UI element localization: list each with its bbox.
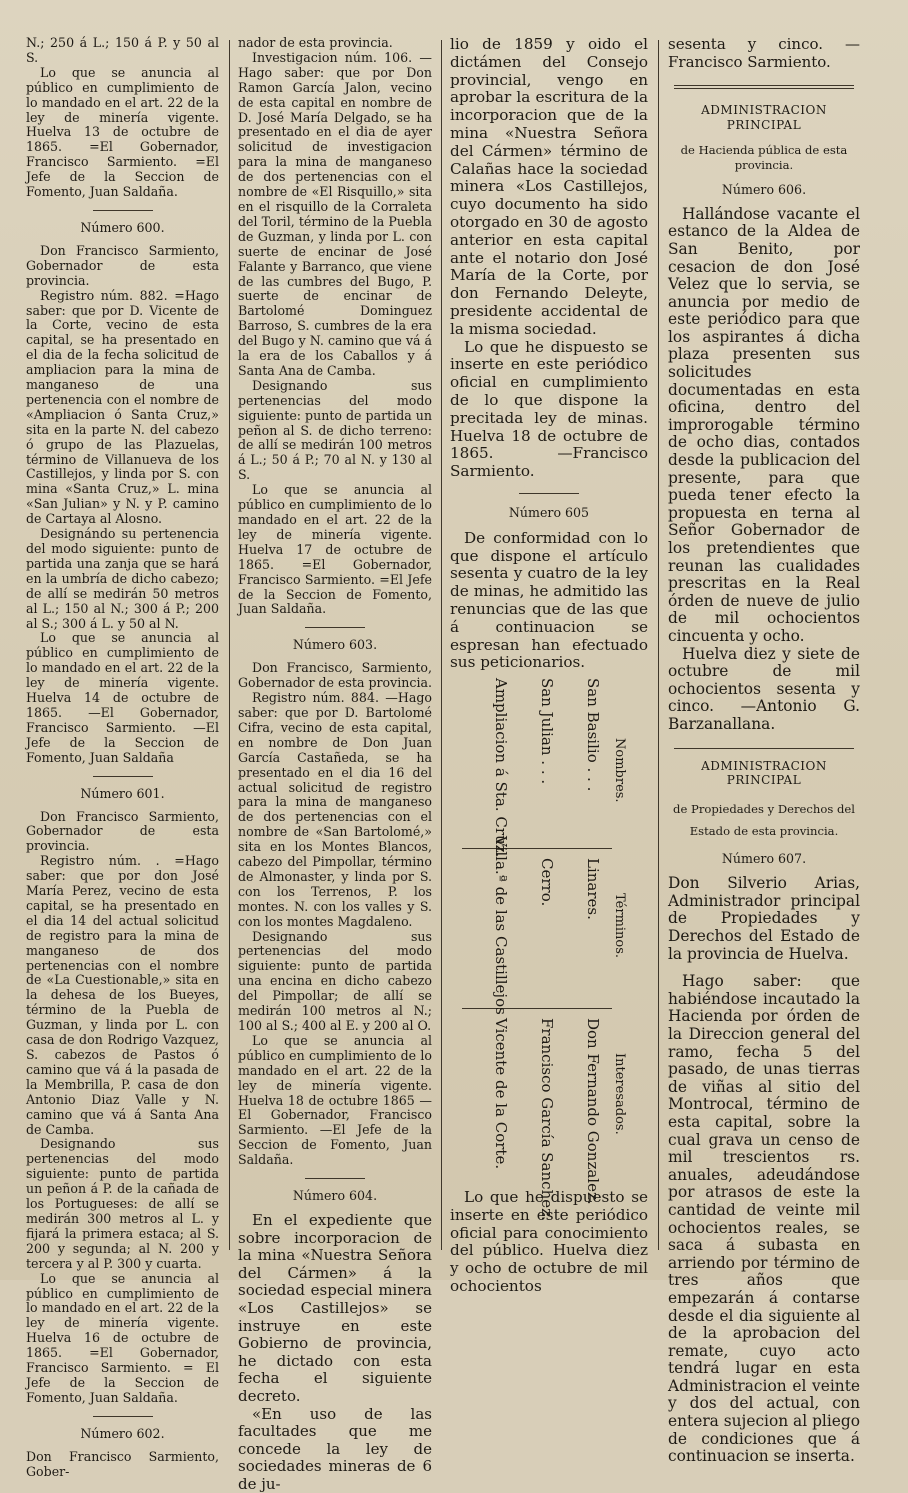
section-subheading: de Hacienda pública de esta provincia. — [668, 143, 860, 173]
notice-number: Número 606. — [668, 183, 860, 198]
column-1 — [26, 36, 219, 1246]
notice-number: Número 605 — [450, 504, 648, 522]
table-cell-termino: Villa.ª de las Castillejos — [490, 836, 512, 1015]
paragraph: Hallándose vacante el estanco de la Aldea de San Benito, por cesacion de don José Velez que lo servia, se anuncia por medio de este periódico para que los aspirantes á dicha plaza presenten sus solicitudes documentadas en esta oficina, dentro del improrogable término de ocho dias, contados desde la publicacion del presente, para que pueda tener efecto la propuesta en terna al Señor Gobernador de los pretendientes que reunan las cualidades prescritas en la Real órden de nueve de julio de mil ochocientos cincuenta y ocho. — [668, 206, 860, 646]
paragraph: Lo que se anuncia al público en cumplimiento de lo mandado en el art. 22 de la ley de minería vigente. Huelva 13 de octubre de 1865. =El Gobernador, Francisco Sarmiento. =El Jefe de la Seccion de Fomento, Juan Saldaña. — [26, 66, 219, 200]
paragraph: Registro núm. . =Hago saber: que por don José María Perez, vecino de esta capital, se ha presentado en el dia 14 del actual solicitud de registro para la mina de manganeso de dos pertenencias con el nombre de «La Cuestionable,» sita en la dehesa de los Bueyes, término de la Puebla de Guzman, y linda por L. con casa de don Rodrigo Vazquez, S. cabezos de Pastos ó camino que vá á la pasada de la Membrilla, P. casa de don Antonio Diaz Valle y N. camino que vá á Santa Ana de Camba. — [26, 854, 219, 1137]
notice-number: Número 603. — [238, 638, 432, 653]
separator — [93, 776, 153, 777]
separator — [674, 85, 854, 89]
section-subheading: de Propiedades y Derechos del Estado de esta provincia. — [668, 798, 860, 842]
paragraph: Lo que he dispuesto se inserte en este periódico oficial en cumplimiento de lo que dispone la precitada ley de minas. Huelva 18 de octubre de 1865. —Francisco Sarmiento. — [450, 339, 648, 481]
notice-number: Número 602. — [26, 1427, 219, 1442]
notice-number: Número 601. — [26, 787, 219, 802]
table-cell-interesado: Francisco García Sanchez. — [536, 1018, 558, 1221]
column-3 — [450, 36, 648, 1246]
table-header-interesados: Interesados. — [608, 1053, 630, 1135]
table-cell-interesado: Don Fernando Gonzalez. — [582, 1018, 604, 1205]
table-divider — [462, 848, 612, 849]
paragraph: Don Francisco Sarmiento, Gobernador de esta provincia. — [26, 810, 219, 855]
paragraph: Don Francisco Sarmiento, Gober- — [26, 1450, 219, 1480]
separator — [93, 210, 153, 211]
separator — [305, 1178, 365, 1179]
paragraph: lio de 1859 y oido el dictámen del Consejo provincial, vengo en aprobar la escritura de la incorporacion que de la mina «Nuestra Señora del Cármen» término de Calañas hace la sociedad minera «Los Castillejos, cuyo documento ha sido otorgado en 30 de agosto anterior en esta capital ante el notario don José María de la Corte, por don Fernando Deleyte, presidente accidental de la misma sociedad. — [450, 36, 648, 339]
table-cell-interesado: Vicente de la Corte. — [490, 1018, 512, 1169]
paragraph: «En uso de las facultades que me concede la ley de sociedades mineras de 6 de ju- — [238, 1406, 432, 1493]
separator — [519, 493, 579, 494]
table-header-nombres: Nombres. — [608, 738, 630, 803]
notice-number: Número 607. — [668, 852, 860, 867]
paragraph: Designando sus pertenencias del modo siguiente: punto de partida un peñon al S. de dicho terreno: de allí se medirán 100 metros á L.; 50 á P.; 70 al N. y 130 al S. — [238, 379, 432, 483]
paragraph: Designando sus pertenencias del modo siguiente: punto de partida un peñon á P. de la cañada de los Portugueses: de allí se medirán 300 metros al L. y fijará la primera estaca; al S. 200 y segunda; al N. 200 y tercera y al P. 300 y cuarta. — [26, 1137, 219, 1271]
column-4 — [668, 36, 860, 1246]
table-cell-nombre: San Julian . . . — [536, 678, 558, 784]
paragraph: Huelva diez y siete de octubre de mil ochocientos sesenta y cinco. —Antonio G. Barzanallana. — [668, 646, 860, 734]
separator — [93, 1416, 153, 1417]
notice-number: Número 604. — [238, 1189, 432, 1204]
paragraph: Lo que he dispuesto se inserte en este periódico oficial para conocimiento del público. Huelva diez y ocho de octubre de mil ochocientos — [450, 1189, 648, 1296]
separator — [305, 627, 365, 628]
paragraph: Don Francisco, Sarmiento, Gobernador de esta provincia. — [238, 661, 432, 691]
paragraph: Lo que se anuncia al público en cumplimiento de lo mandado en el art. 22 de la ley de minería vigente. Huelva 18 de octubre 1865 —El Gobernador, Francisco Sarmiento. —El Jefe de la Seccion de Fomento, Juan Saldaña. — [238, 1034, 432, 1168]
paragraph: N.; 250 á L.; 150 á P. y 50 al S. — [26, 36, 219, 66]
renuncias-table — [450, 678, 648, 1183]
column-rule — [229, 40, 230, 1250]
separator — [674, 748, 854, 749]
table-grid — [458, 678, 638, 1183]
paragraph: Registro núm. 882. =Hago saber: que por D. Vicente de la Corte, vecino de esta capital, se ha presentado en el dia de la fecha solicitud de ampliacion para la mina de manganeso de una pertenencia con el nombre de «Ampliacion ó Santa Cruz,» sita en la parte N. del cabezo ó grupo de las Plazuelas, término de Villanueva de los Castillejos, y linda por S. con mina «Santa Cruz,» L. mina «San Julian» y N. y P. camino de Cartaya al Alosno. — [26, 289, 219, 528]
paragraph: Designándo su pertenencia del modo siguiente: punto de partida una zanja que se hará en la umbría de dicho cabezo; de allí se medirán 50 metros al L.; 150 al N.; 300 á P.; 200 al S.; 300 á L. y 50 al N. — [26, 527, 219, 631]
paragraph: En el expediente que sobre incorporacion de la mina «Nuestra Señora del Cármen» á la sociedad especial minera «Los Castillejos» se instruye en este Gobierno de provincia, he dictado con esta fecha el siguiente decreto. — [238, 1212, 432, 1406]
table-header-terminos: Términos. — [608, 893, 630, 958]
paragraph: Lo que se anuncia al público en cumplimiento de lo mandado en el art. 22 de la ley de minería vigente. Huelva 17 de octubre de 1865. =El Gobernador, Francisco Sarmiento. =El Jefe de la Seccion de Fomento, Juan Saldaña. — [238, 483, 432, 617]
paragraph: nador de esta provincia. — [238, 36, 432, 51]
rotated-table — [458, 678, 638, 1178]
column-rule — [658, 40, 659, 1250]
notice-number: Número 600. — [26, 221, 219, 236]
table-cell-nombre: San Basilio . . . — [582, 678, 604, 791]
section-heading: ADMINISTRACION PRINCIPAL — [668, 759, 860, 789]
table-cell-nombre: Ampliacion á Sta. Cruz. — [490, 678, 512, 857]
paragraph: Designando sus pertenencias del modo siguiente: punto de partida una encina en dicho cabezo del Pimpollar; de allí se medirán 100 metros al N.; 100 al S.; 400 al E. y 200 al O. — [238, 930, 432, 1034]
paragraph: Lo que se anuncia al público en cumplimiento de lo mandado en el art. 22 de la ley de minería vigente. Huelva 14 de octubre de 1865. —El Gobernador, Francisco Sarmiento. —El Jefe de la Seccion de Fomento, Juan Saldaña — [26, 631, 219, 765]
paragraph: Investigacion núm. 106. —Hago saber: que por Don Ramon García Jalon, vecino de esta capital en nombre de D. José María Delgado, se ha presentado en el dia de ayer solicitud de investigacion para la mina de manganeso de dos pertenencias con el nombre de «El Risquillo,» sita en el risquillo de la Corraleta del Toril, término de la Puebla de Guzman, y linda por L. con suerte de encinar de José Falante y Barranco, que viene de las cumbres del Bugo, P. suerte de encinar de Bartolomé Dominguez Barroso, S. cumbres de la era del Bugo y N. camino que vá á la era de los Caballos y á Santa Ana de Camba. — [238, 51, 432, 379]
column-2 — [238, 36, 432, 1246]
paragraph: Don Silverio Arias, Administrador principal de Propiedades y Derechos del Estado de la provincia de Huelva. — [668, 875, 860, 963]
paragraph: sesenta y cinco. —Francisco Sarmiento. — [668, 36, 860, 71]
table-cell-termino: Cerro. — [536, 858, 558, 906]
paragraph: Don Francisco Sarmiento, Gobernador de esta provincia. — [26, 244, 219, 289]
paragraph: Registro núm. 884. —Hago saber: que por D. Bartolomé Cifra, vecino de esta capital, en nombre de Don Juan García Castañeda, se ha presentado en el dia 16 del actual solicitud de registro para la mina de manganeso de dos pertenencias con el nombre de «San Bartolomé,» sita en los Montes Blancos, cabezo del Pimpollar, término de Almonaster, y linda por S. con los Terrenos, P. los montes. N. con los valles y S. con los montes Magdaleno. — [238, 691, 432, 930]
paragraph: Lo que se anuncia al público en cumplimiento de lo mandado en el art. 22 de la ley de minería vigente. Huelva 16 de octubre de 1865. =El Gobernador, Francisco Sarmiento. = El Jefe de la Seccion de Fomento, Juan Saldaña. — [26, 1272, 219, 1406]
section-heading: ADMINISTRACION PRINCIPAL — [668, 103, 860, 133]
paragraph: De conformidad con lo que dispone el artículo sesenta y cuatro de la ley de minas, he admitido las renuncias que de las que á continuacion se espresan han efectuado sus peticionarios. — [450, 530, 648, 672]
table-cell-termino: Linares. — [582, 858, 604, 920]
column-rule — [441, 40, 442, 1250]
table-divider — [462, 1008, 612, 1009]
paragraph: Hago saber: que habiéndose incautado la Hacienda por órden de la Direccion general del ramo, fecha 5 del pasado, de unas tierras de viñas al sitio del Montrocal, término de esta capital, sobre la cual grava un censo de mil trescientos rs. anuales, adeudándose por atrasos de este la cantidad de veinte mil ochocientos reales, se saca á subasta en arriendo por término de tres años que empezarán á contarse desde el dia siguiente al de la aprobacion del remate, cuyo acto tendrá lugar en esta Administracion el veinte y dos del actual, con entera sujecion al pliego de condiciones que á continuacion se inserta. — [668, 973, 860, 1466]
